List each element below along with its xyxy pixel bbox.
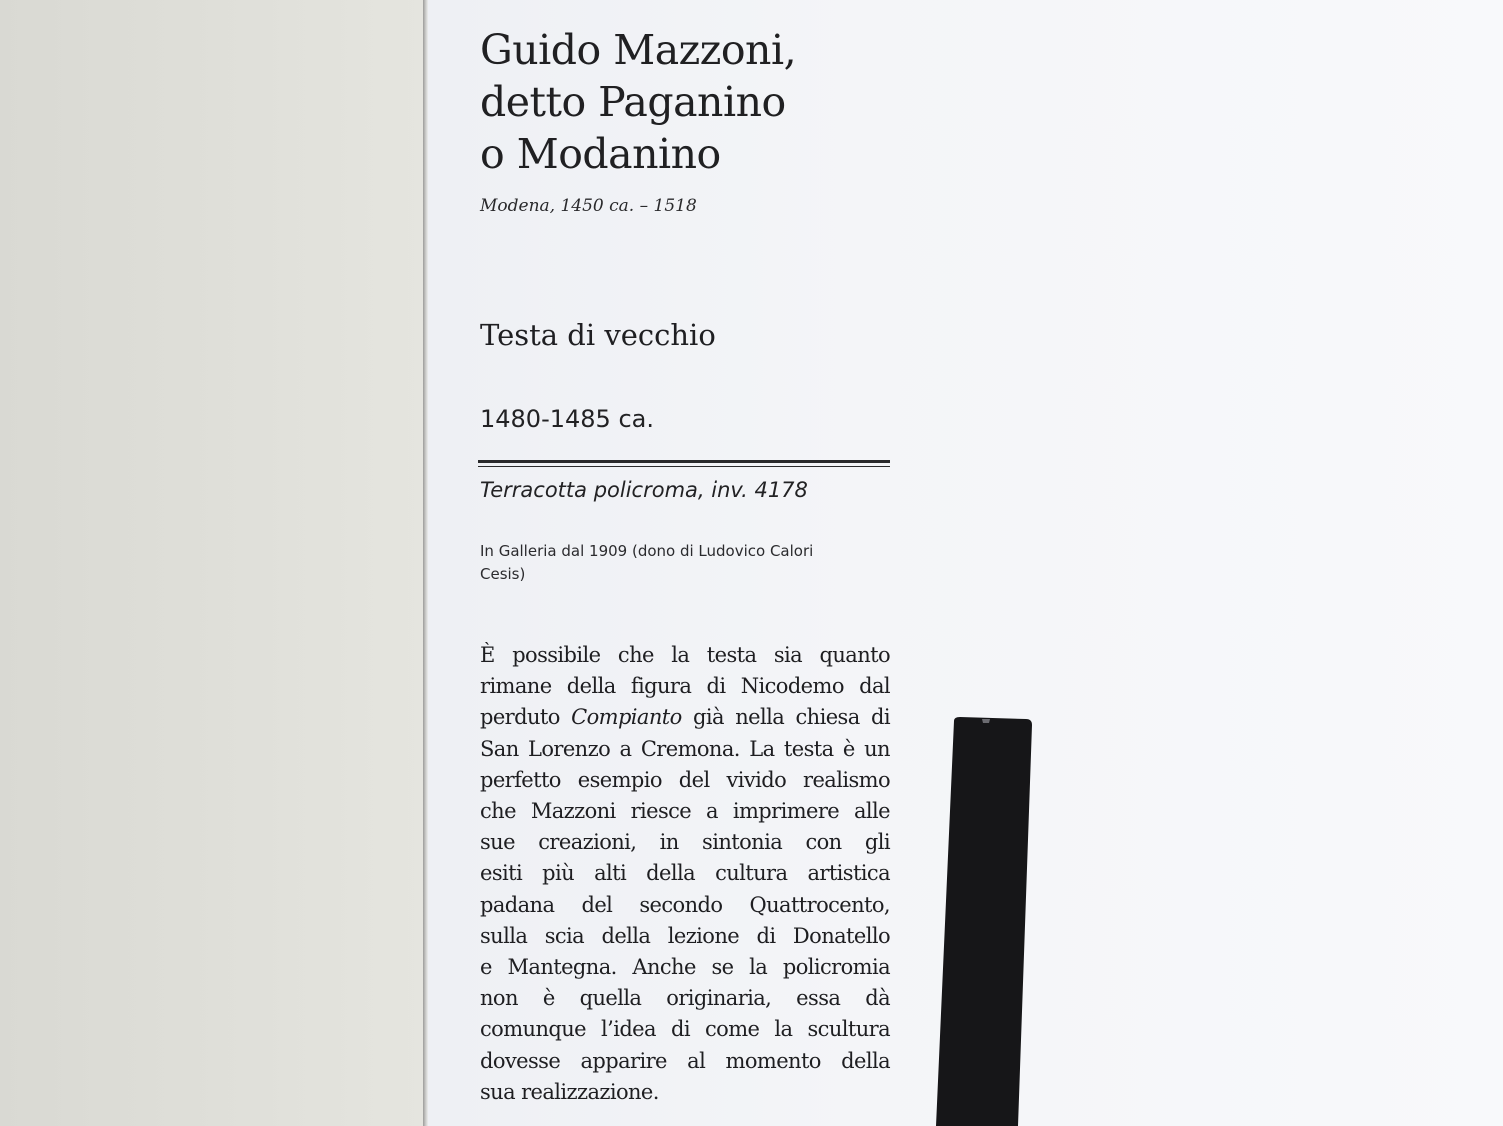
- description-line: sua realizzazione.: [480, 1079, 659, 1104]
- artwork-medium: Terracotta policroma, inv. 4178: [480, 478, 808, 502]
- label-mounting-bracket: [936, 717, 1032, 1126]
- description-line: perfetto esempio del vivido realismo: [480, 767, 890, 792]
- artwork-description: [480, 640, 890, 1108]
- description-line: e Mantegna. Anche se la policromia: [480, 955, 890, 980]
- description-line: comunque l’idea di come la scultura: [480, 1017, 890, 1042]
- artist-name: [480, 24, 900, 180]
- artwork-title: Testa di vecchio: [480, 318, 716, 352]
- artwork-date: 1480-1485 ca.: [480, 405, 654, 433]
- description-line: San Lorenzo a Cremona. La testa è un: [480, 736, 890, 761]
- description-line: sulla scia della lezione di Donatello: [480, 923, 890, 948]
- description-line: dovesse apparire al momento della: [480, 1048, 890, 1073]
- artist-name-line-2: detto Paganino: [480, 78, 786, 126]
- artwork-provenance: In Galleria dal 1909 (dono di Ludovico Calori Cesis): [480, 542, 814, 583]
- description-line: sue creazioni, in sintonia con gli: [480, 830, 890, 855]
- bracket-shape: [936, 717, 1032, 1126]
- description-line-segment: perduto: [480, 705, 572, 730]
- description-line: padana del secondo Quattrocento,: [480, 892, 890, 917]
- artist-name-line-1: Guido Mazzoni,: [480, 26, 797, 74]
- artist-name-line-3: o Modanino: [480, 130, 721, 178]
- description-italic-title: Compianto: [571, 705, 682, 730]
- description-line: rimane della figura di Nicodemo dal: [480, 674, 890, 699]
- divider-rule: [478, 460, 890, 467]
- description-line: esiti più alti della cultura artistica: [480, 861, 890, 886]
- description-line: [480, 702, 890, 733]
- gallery-wall: [0, 0, 424, 1126]
- description-line: che Mazzoni riesce a imprimere alle: [480, 799, 890, 824]
- artist-dates: Modena, 1450 ca. – 1518: [480, 196, 697, 216]
- description-line: non è quella originaria, essa dà: [480, 986, 890, 1011]
- description-line-segment: già nella chiesa di: [681, 705, 890, 730]
- description-line: È possibile che la testa sia quanto: [480, 643, 890, 667]
